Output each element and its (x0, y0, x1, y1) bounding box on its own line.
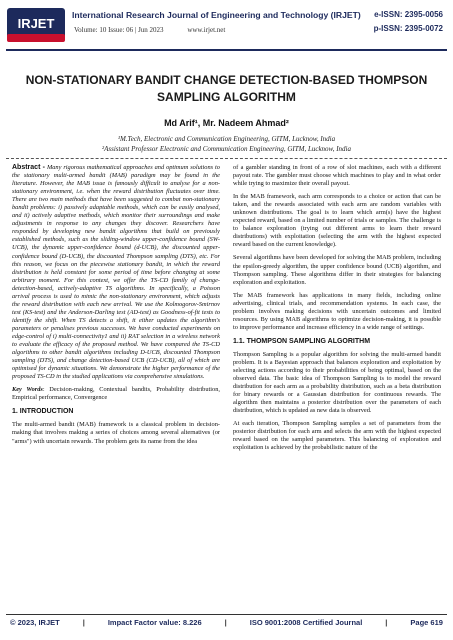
ts-heading: 1.1. THOMPSON SAMPLING ALGORITHM (233, 337, 371, 345)
intro-paragraph: The multi-armed bandit (MAB) framework is a classical problem in decision-making that involves making a series of choices among several alternatives (or "arms") with uncertain rewards. The problem gets its name from the idea (12, 421, 220, 445)
footer-copyright: © 2023, IRJET (10, 618, 60, 627)
body-paragraph: In the MAB framework, each arm corresponds to a choice or action that can be taken, and the rewards associated with each arm are random variables with unknown distributions. The goal is to learn which arm(s) have the highest expected reward, based on a limited number of trials or samples. The challenge is to balance exploration (trying out different arms to learn their reward distributions) with exploitation (selecting the arm with the highest expected reward based on the current knowledge). (233, 193, 441, 249)
volume-issue: Volume: 10 Issue: 06 | Jun 2023 (74, 26, 164, 34)
keywords-text: : Decision-making, Contextual bandits, Probability distribution, Empirical performance, Convergence (12, 386, 220, 402)
journal-website-link[interactable]: www.irjet.net (187, 26, 226, 34)
abstract-text: Many rigorous mathematical approaches and optimum solutions to the stationary multi-armed bandit (MAB) paradigm may be found in the literature. However, the MAB issue is famously difficult to analyse for a non-stationary environment, i.e. when the reward distribution fluctuates over time. There are two main methods that have been suggested to combat non-stationary bandit problems: i) passively adaptable methods, which can be easily analysed, and ii) actively adaptive methods, which monitor their surroundings and make adjustments in response to any changes they discover. Researchers have responded by developing new bandit algorithms that build on previously established methods, such as the sliding-window upper-confidence bound (SW-UCB), the dynamic upper-confidence bound (d-UCB), the discounted upper-confidence bound (D-UCB), the discounted Thompson sampling (DTS), etc. For this reason, we focus on the piecewise stationary bandit, in which the reward distribution is held constant for some period of time before changing at some arbitrary moment. For this context, we offer the TS-CD family of change-detection-based, actively-adaptive TS algorithms. In specifically, a Poisson arrival process is used to mimic the non-stationary environment, which adjusts the reward distribution with each new arrival. We use the Kolmogorov-Smirnov test (KS-test) and the Anderson-Darling test (AD-test) as Goodness-of-fit tests to identify the shift. When TS detects a shift, it either updates the algorithm's parameters or penalises previous successes. We have conducted experiments on edge-control of i) multi-connectivity1 and ii) RAT selection in a wireless network to evaluate the efficacy of the proposed method. We have compared the TS-CD algorithms to other bandit algorithms including D-UCB, discounted Thompson sampling (DTS), and change detection-based UCB (CD-UCB), all of which are optimised for dynamic situations. We demonstrate the higher performance of the proposed TS-CD in the studied applications via comprehensive simulations. (12, 164, 220, 381)
footer-rule (6, 614, 447, 615)
body-paragraph: of a gambler standing in front of a row of slot machines, each with a different payout rate. The gambler must choose which machines to play and in what order while trying to maximize their overall payout. (233, 164, 441, 188)
abstract (12, 164, 220, 381)
body-paragraph: Thompson Sampling is a popular algorithm for solving the multi-armed bandit problem. It is a Bayesian approach that balances exploration and exploitation by selecting actions according to their probabilities of being optimal, based on the observed data. The basic idea of Thompson Sampling is to model the reward distribution for each arm as a probability distribution, such as a beta distribution for binary rewards or a Gaussian distribution for continuous rewards. The algorithm then maintains a posterior distribution over the parameters of each distribution, which is updated as new data is observed. (233, 350, 441, 415)
body-paragraph: The MAB framework has applications in many fields, including online advertising, clinical trials, and recommendation systems. In each case, the problem involves making decisions with uncertain outcomes and limited resources. By using MAB algorithms to optimize decision-making, it is possible to improve performance and increase efficiency in a wide range of settings. (233, 291, 441, 331)
intro-heading: 1. INTRODUCTION (12, 408, 74, 416)
affiliation-1: ¹M.Tech, Electronic and Communication Engineering, GITM, Lucknow, India (117, 135, 336, 143)
e-issn: e-ISSN: 2395-0056 (374, 10, 443, 19)
svg-text:IRJET: IRJET (17, 16, 55, 31)
footer-iso: ISO 9001:2008 Certified Journal (249, 618, 363, 627)
page-footer (10, 618, 443, 627)
left-column (12, 164, 220, 451)
footer-impact-factor: Impact Factor value: 8.226 (107, 618, 202, 627)
paper-title: NON-STATIONARY BANDIT CHANGE DETECTION-BASED THOMPSON SAMPLING ALGORITHM (25, 73, 428, 104)
footer-separator: | (82, 618, 85, 627)
journal-title: International Research Journal of Engineering and Technology (IRJET) (72, 10, 361, 20)
affiliation-2: ²Assistant Professor Electronic and Communication Engineering, GITM, Lucknow, India (102, 145, 351, 153)
footer-separator: | (385, 618, 388, 627)
keywords-label: Key Words (12, 386, 43, 394)
right-column (233, 164, 441, 458)
journal-header (6, 6, 447, 48)
header-rule (6, 49, 447, 51)
section-divider (6, 158, 447, 159)
abstract-label: Abstract - (12, 164, 46, 171)
footer-page-number: Page 619 (410, 618, 443, 627)
irjet-logo (6, 6, 66, 44)
volume-issue-line (74, 26, 225, 34)
paper-authors: Md Arif¹, Mr. Nadeem Ahmad² (164, 118, 289, 128)
keywords (12, 386, 220, 402)
body-paragraph: At each iteration, Thompson Sampling samples a set of parameters from the posterior distribution for each arm and selects the arm with the highest expected reward based on the sampled parameters. This balancing of exploration and exploitation is achieved by the probabilistic nature of the (233, 420, 441, 452)
p-issn: p-ISSN: 2395-0072 (373, 24, 443, 33)
footer-separator: | (224, 618, 227, 627)
body-paragraph: Several algorithms have been developed for solving the MAB problem, including the epsilon-greedy algorithm, the upper confidence bound (UCB) algorithm, and Thompson sampling. These algorithms differ in their strategies for balancing exploration and exploitation. (233, 254, 441, 286)
